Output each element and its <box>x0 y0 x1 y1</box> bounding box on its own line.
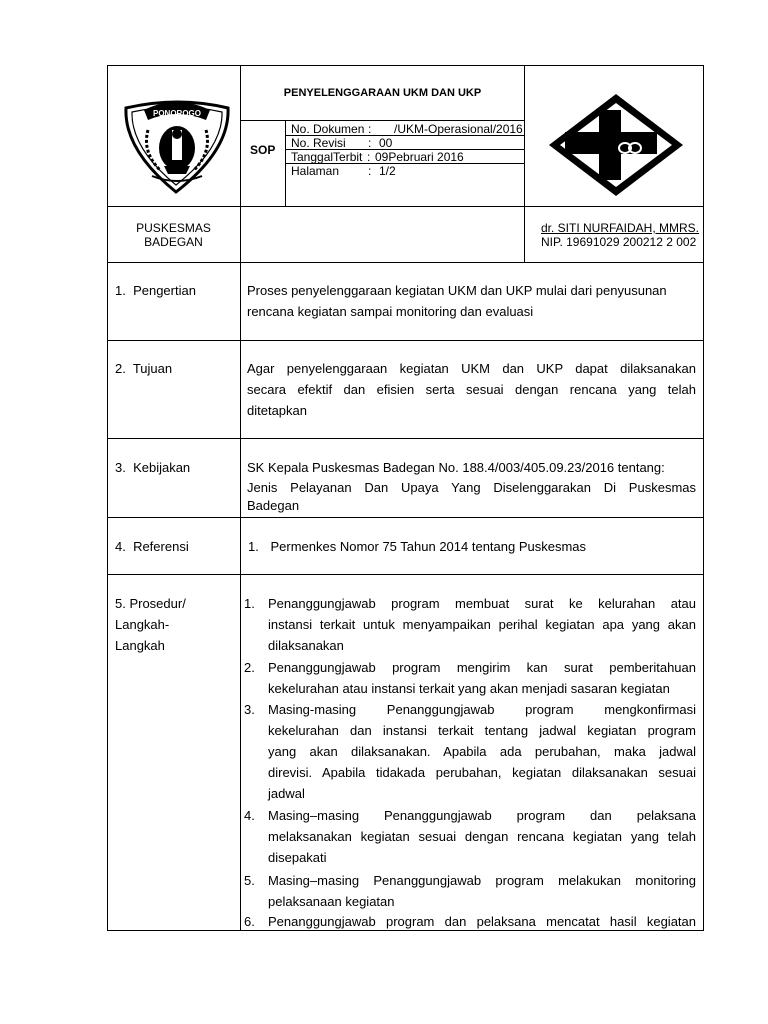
section-label-tujuan: 2. Tujuan <box>115 361 173 376</box>
title-divider <box>240 120 525 121</box>
docinfo-sep-halaman: : <box>368 164 372 178</box>
table-border-left <box>107 65 108 931</box>
emblem-banner-text: PONOROGO <box>152 109 202 118</box>
pengertian-line-1: Proses penyelenggaraan kegiatan UKM dan UKP mulai dari penyusunan <box>247 283 667 298</box>
step-4-line-1: Masing–masing Penanggungjawab program dan pelaksana <box>268 808 696 823</box>
step-number: 6. <box>244 914 255 929</box>
step-3-line-2: kekelurahan dan instansi terkait tentang jadwal kegiatan program <box>268 723 696 738</box>
docinfo-value-halaman: 1/2 <box>379 164 396 178</box>
docinfo-label-norevisi: No. Revisi <box>291 136 346 150</box>
step-1-line-2: instansi terkait untuk menyampaikan perihal kegiatan apa yang akan <box>268 617 696 632</box>
procedure-step <box>244 657 696 699</box>
section-line-3 <box>107 517 704 518</box>
prosedur-label-line-3: Langkah <box>115 638 165 653</box>
step-number: 1. <box>244 596 255 611</box>
puskesmas-cross-logo <box>547 92 685 198</box>
step-2-line-2: kekelurahan atau instansi terkait yang akan menjadi sasaran kegiatan <box>268 681 670 696</box>
docinfo-value-tanggalterbit: 09Pebruari 2016 <box>375 150 464 164</box>
docinfo-sep-tanggalterbit: : <box>367 150 371 164</box>
section-content-kebijakan <box>247 457 696 514</box>
signer-nip: NIP. 19691029 200212 2 002 <box>541 235 697 249</box>
step-5-line-2: pelaksanaan kegiatan <box>268 894 395 909</box>
step-4-line-2: melaksanakan kegiatan sesuai dengan rencana kegiatan yang telah <box>268 829 696 844</box>
org-name-line1: PUSKESMAS <box>136 221 211 235</box>
step-3-line-3: yang akan dilaksanakan. Apabila ada perubahan, maka jadwal <box>268 744 696 759</box>
step-3-line-4: direvisi. Apabila tidakada perubahan, kegiatan dilaksanakan sesuai <box>268 765 696 780</box>
procedure-step <box>244 593 696 656</box>
prosedur-label-line-2: Langkah- <box>115 617 170 632</box>
docinfo-label-nodokumen: No. Dokumen <box>291 122 365 136</box>
referensi-item-text: Permenkes Nomor 75 Tahun 2014 tentang Puskesmas <box>270 539 587 554</box>
document-title: PENYELENGGARAAN UKM DAN UKP <box>283 87 482 99</box>
docinfo-value-norevisi: 00 <box>379 136 393 150</box>
step-5-line-1: Masing–masing Penanggungjawab program melakukan monitoring <box>268 873 696 888</box>
header-row-line-2 <box>107 262 704 263</box>
step-number: 2. <box>244 660 255 675</box>
section-label-referensi: 4. Referensi <box>115 539 189 554</box>
section-content-tujuan <box>247 358 696 421</box>
section-line-1 <box>107 340 704 341</box>
step-number: 3. <box>244 702 255 717</box>
docinfo-label-halaman: Halaman <box>291 164 340 178</box>
prosedur-label-line-1: 5. Prosedur/ <box>115 596 186 611</box>
pengertian-line-2: rencana kegiatan sampai monitoring dan evaluasi <box>247 304 534 319</box>
procedure-step <box>244 805 696 868</box>
docinfo-sep-norevisi: : <box>368 136 372 150</box>
section-label-kebijakan: 3. Kebijakan <box>115 460 191 475</box>
kebijakan-line-2: Jenis Pelayanan Dan Upaya Yang Diselenggarakan Di Puskesmas <box>247 480 696 495</box>
kebijakan-line-1: SK Kepala Puskesmas Badegan No. 188.4/003/405.09.23/2016 tentang: <box>247 460 665 475</box>
step-6-line-1: Penanggungjawab program dan pelaksana mencatat hasil kegiatan <box>268 914 696 929</box>
step-1-line-3: dilaksanakan <box>268 638 344 653</box>
column-divider <box>240 65 241 931</box>
step-3-line-1: Masing-masing Penanggungjawab program mengkonfirmasi <box>268 702 696 717</box>
table-border-right <box>703 65 704 931</box>
referensi-item-num: 1. <box>248 539 259 554</box>
section-line-4 <box>107 574 704 575</box>
referensi-item <box>248 536 586 557</box>
docinfo-value-nodokumen: /UKM-Operasional/2016 <box>394 122 523 136</box>
tujuan-line-3: ditetapkan <box>247 403 307 418</box>
step-2-line-1: Penanggungjawab program mengirim kan surat pemberitahuan <box>268 660 696 675</box>
section-content-pengertian <box>247 280 697 322</box>
section-line-2 <box>107 438 704 439</box>
docinfo-sep-nodokumen: : <box>368 122 372 136</box>
step-1-line-1: Penanggungjawab program membuat surat ke kelurahan atau <box>268 596 696 611</box>
ponorogo-emblem-logo <box>118 90 240 198</box>
procedure-step <box>244 699 696 804</box>
org-name-line2: BADEGAN <box>144 235 203 249</box>
section-label-pengertian: 1. Pengertian <box>115 283 196 298</box>
header-row-line-1 <box>107 206 704 207</box>
docinfo-label-tanggalterbit: TanggalTerbit <box>291 150 363 164</box>
procedure-step <box>244 870 696 912</box>
step-number: 4. <box>244 808 255 823</box>
section-label-prosedur <box>115 593 186 656</box>
step-number: 5. <box>244 873 255 888</box>
sop-label: SOP <box>250 143 276 157</box>
procedure-step <box>244 911 696 932</box>
table-border-top <box>107 65 704 66</box>
tujuan-line-1: Agar penyelenggaraan kegiatan UKM dan UKP dapat dilaksanakan <box>247 361 696 376</box>
signer-name: dr. SITI NURFAIDAH, MMRS. <box>541 221 700 235</box>
kebijakan-line-3: Badegan <box>247 498 300 513</box>
step-4-line-3: disepakati <box>268 850 327 865</box>
tujuan-line-2: secara efektif dan efisien serta sesuai dengan rencana yang telah <box>247 382 696 397</box>
step-3-line-5: jadwal <box>268 786 305 801</box>
